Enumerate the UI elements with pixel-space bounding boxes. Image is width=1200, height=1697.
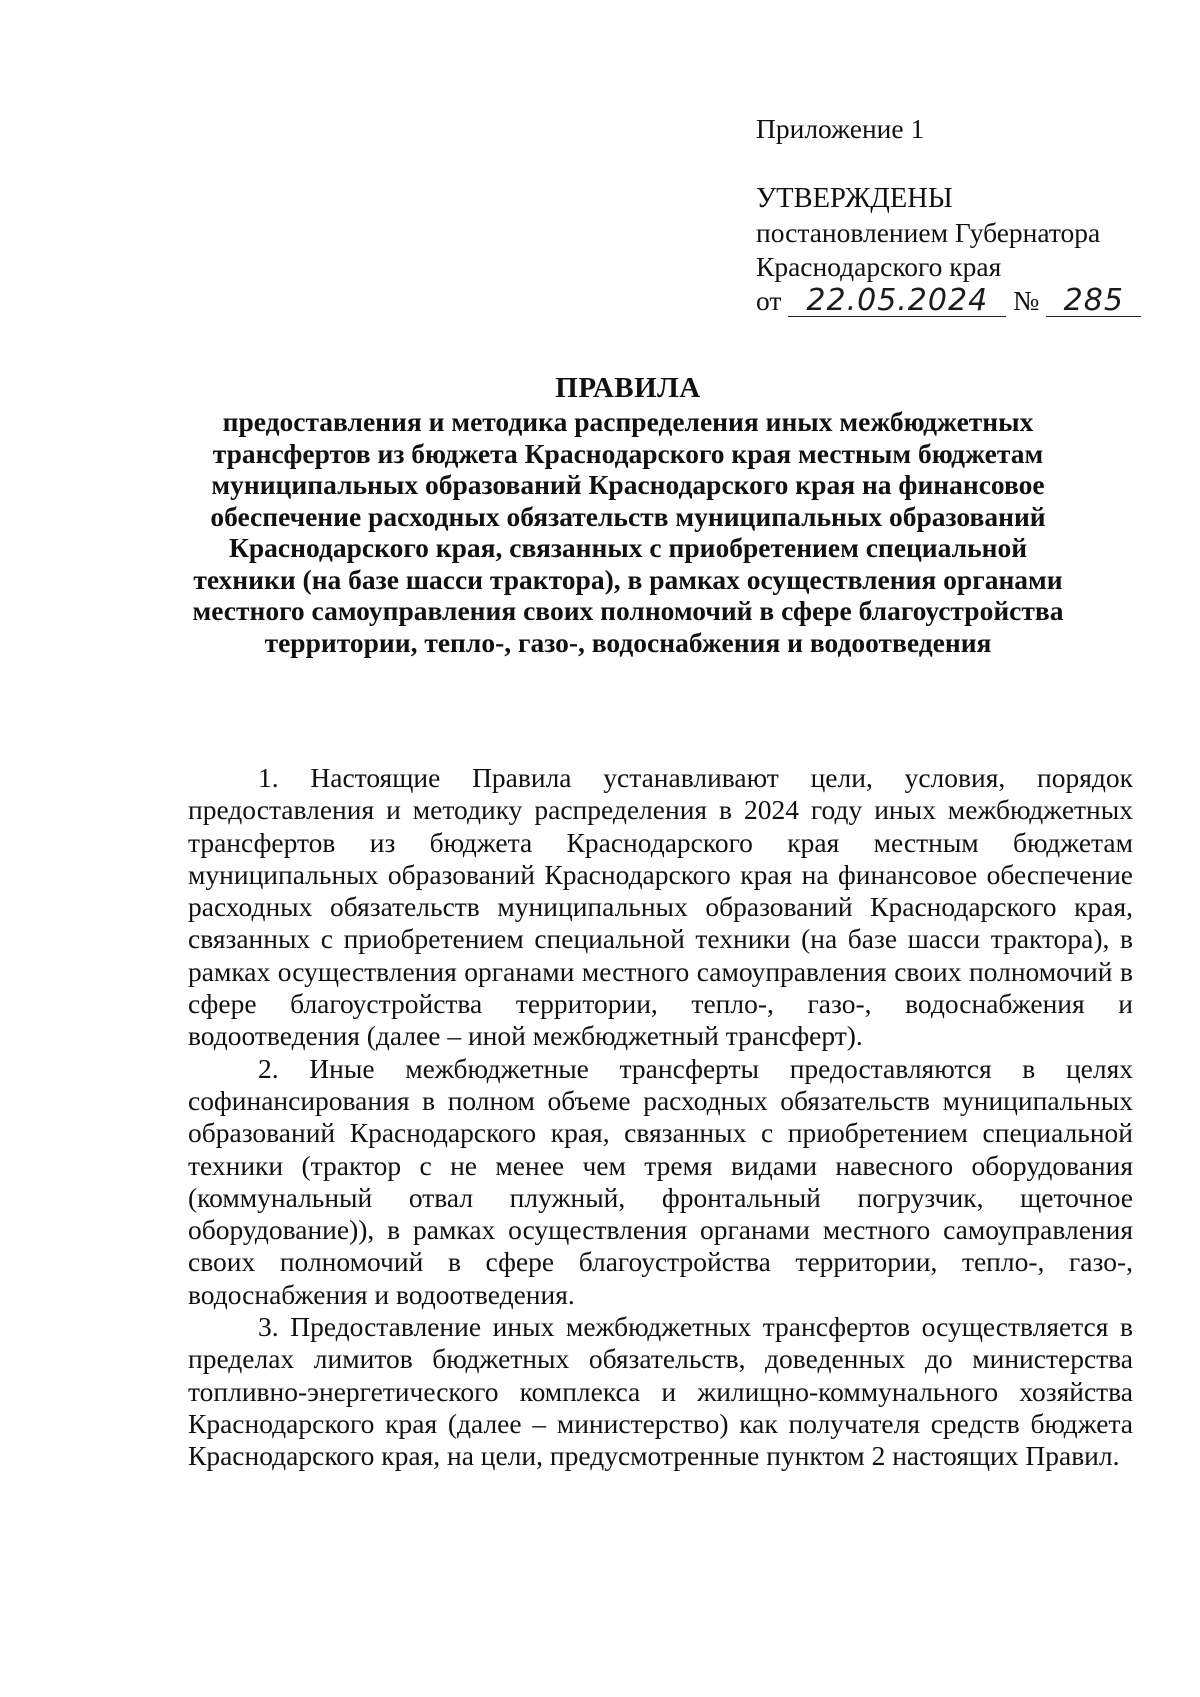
approval-line-1: постановлением Губернатора	[756, 217, 1101, 248]
paragraph-1: 1. Настоящие Правила устанавливают цели, условия, порядок предоставления и методику распределения в 2024 году иных межбюджетных трансфертов из бюджета Краснодарского края местным бюджетам муниципальных образований Краснодарского края на финансовое обеспечение расходных обязательств муниципальных образований Краснодарского края, связанных с приобретением специальной техники (на базе шасси трактора), в рамках осуществления органами местного самоуправления своих полномочий в сфере благоустройства территории, тепло-, газо-, водоснабжения и водоотведения (далее – иной межбюджетный трансферт).	[188, 762, 1133, 1052]
date-prefix: от	[756, 285, 782, 316]
approval-block	[756, 112, 1141, 318]
approval-line-2: Краснодарского края	[756, 251, 1002, 282]
document-body	[188, 762, 1133, 1473]
approval-date-line	[756, 284, 1141, 318]
document-title: ПРАВИЛА	[555, 372, 701, 404]
number-sign: №	[1013, 285, 1040, 316]
title-block	[188, 370, 1068, 658]
approved-heading: УТВЕРЖДЕНЫ	[756, 183, 953, 214]
handwritten-number: 285	[1046, 286, 1141, 317]
paragraph-3: 3. Предоставление иных межбюджетных трансфертов осуществляется в пределах лимитов бюджетных обязательств, доведенных до министерства топливно-энергетического комплекса и жилищно-коммунального хозяйства Краснодарского края (далее – министерство) как получателя средств бюджета Краснодарского края, на цели, предусмотренные пунктом 2 настоящих Правил.	[188, 1311, 1133, 1472]
paragraph-2: 2. Иные межбюджетные трансферты предоставляются в целях софинансирования в полном объеме расходных обязательств муниципальных образований Краснодарского края, связанных с приобретением специальной техники (трактор с не менее чем тремя видами навесного оборудования (коммунальный отвал плужный, фронтальный погрузчик, щеточное оборудование)), в рамках осуществления органами местного самоуправления своих полномочий в сфере благоустройства территории, тепло-, газо-, водоснабжения и водоотведения.	[188, 1052, 1133, 1310]
handwritten-date: 22.05.2024	[788, 286, 1006, 317]
document-subtitle: предоставления и методика распределения иных межбюджетных трансфертов из бюджета Краснодарского края местным бюджетам муниципальных образований Краснодарского края на финансовое обеспечение расходных обязательств муниципальных образований Краснодарского края, связанных с приобретением специальной техники (на базе шасси трактора), в рамках осуществления органами местного самоуправления своих полномочий в сфере благоустройства территории, тепло-, газо-, водоснабжения и водоотведения	[192, 406, 1064, 658]
appendix-label: Приложение 1	[756, 113, 925, 144]
